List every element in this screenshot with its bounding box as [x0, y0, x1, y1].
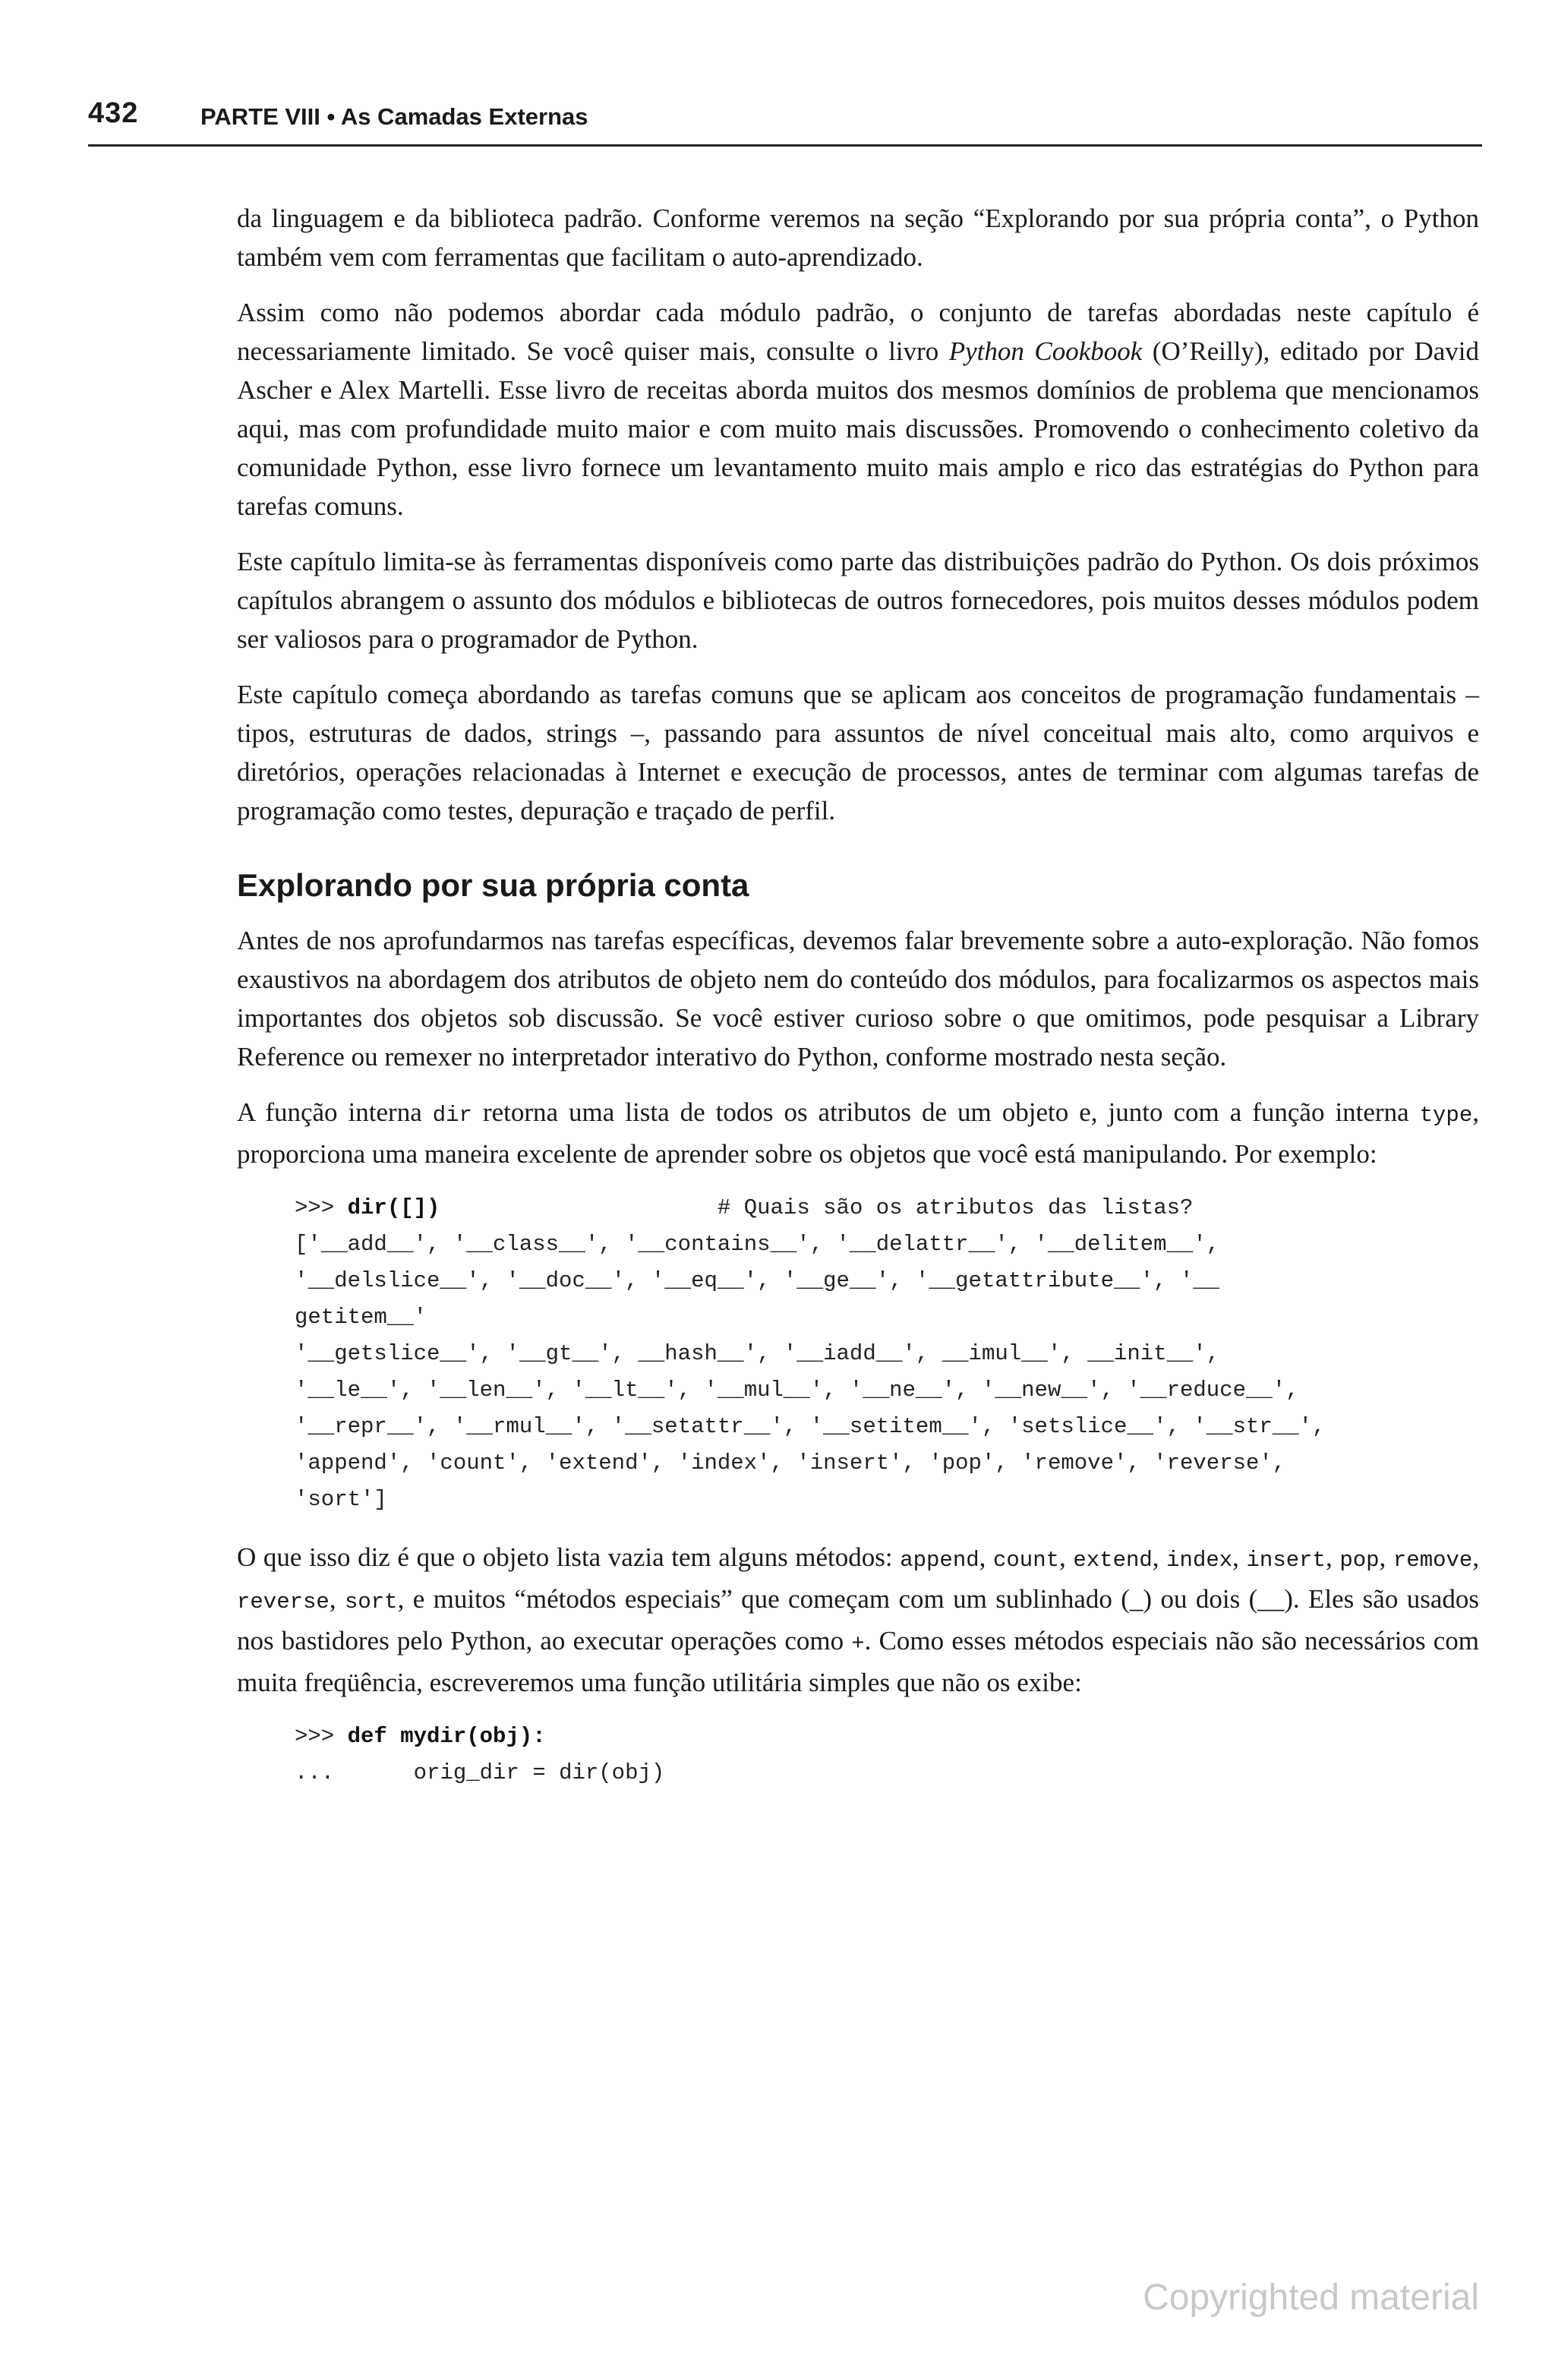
- paragraph-6-text-b: retorna uma lista de todos os atributos de um objeto e, junto com a função interna: [472, 1097, 1420, 1127]
- paragraph-4: Este capítulo começa abordando as tarefas comuns que se aplicam aos conceitos de programação fundamentais – tipos, estruturas de dados, strings –, passando para assuntos de nível conceitual mais alto, como arquivos e diretórios, operações relacionadas à Internet e execução de processos, antes de terminar com algumas tarefas de programação como testes, depuração e traçado de perfil.: [237, 680, 1479, 825]
- running-title: PARTE VIII • As Camadas Externas: [200, 103, 588, 130]
- code-prompt: >>>: [295, 1724, 348, 1749]
- method-remove: remove: [1393, 1548, 1473, 1573]
- inline-code-dir: dir: [432, 1103, 472, 1128]
- code-def-line: def mydir(obj):: [347, 1724, 546, 1749]
- method-count: count: [993, 1548, 1060, 1573]
- paragraph-7-text-b: , e muitos “métodos especiais” que começam com um sublinhado (_) ou dois (__). Eles são usados nos bastidores pelo Python, ao executar operações como: [237, 1584, 1479, 1656]
- code-body-line: orig_dir = dir(obj): [413, 1760, 665, 1785]
- paragraph-6: [237, 1093, 1479, 1173]
- method-extend: extend: [1073, 1548, 1153, 1573]
- book-title: Python Cookbook: [948, 336, 1143, 366]
- paragraph-7-text-a: O que isso diz é que o objeto lista vazia tem alguns métodos:: [237, 1542, 901, 1572]
- method-index: index: [1166, 1548, 1233, 1573]
- section-heading: Explorando por sua própria conta: [237, 867, 749, 903]
- code-prompt: >>>: [295, 1195, 348, 1220]
- method-reverse: reverse: [237, 1589, 330, 1615]
- copyright-watermark: Copyrighted material: [1143, 2277, 1479, 2318]
- paragraph-6-text-c: , proporciona uma maneira excelente de aprender sobre os objetos que você está manipulando. Por exemplo:: [237, 1097, 1479, 1169]
- paragraph-2-text-b: (O’Reilly), editado por David Ascher e Alex Martelli. Esse livro de receitas aborda muitos dos mesmos domínios de problema que mencionamos aqui, mas com profundidade muito maior e com muito mais discussões. Promovendo o conhecimento coletivo da comunidade Python, esse livro fornece um levantamento muito mais amplo e rico das estratégias do Python para tarefas comuns.: [237, 336, 1479, 521]
- paragraph-5: Antes de nos aprofundarmos nas tarefas específicas, devemos falar brevemente sobre a auto-exploração. Não fomos exaustivos na abordagem dos atributos de objeto nem do conteúdo dos módulos, para focalizarmos os aspectos mais importantes dos objetos sob discussão. Se você estiver curioso sobre o que omitimos, pode pesquisar a Library Reference ou remexer no interpretador interativo do Python, conforme mostrado nesta seção.: [237, 926, 1479, 1072]
- paragraph-7: O que isso diz é que o objeto lista vazia tem alguns métodos: append, count, extend, index, insert, pop, remove, reverse, sort, e muitos “métodos especiais” que começam com um sublinhado (_) ou dois (__). Eles são usados nos bastidores pelo Python, ao executar operações como +. Como esses métodos especiais não são necessários com muita freqüência, escreveremos uma função utilitária simples que não os exibe:: [237, 1542, 1480, 1697]
- header-rule: [88, 144, 1482, 147]
- inline-code-type: type: [1419, 1103, 1473, 1128]
- page-number: 432: [88, 97, 139, 129]
- paragraph-2: [237, 293, 1479, 526]
- code-comment: # Quais são os atributos das listas?: [717, 1195, 1194, 1220]
- method-sort: sort: [344, 1589, 398, 1615]
- method-append: append: [900, 1548, 979, 1573]
- code-block-dir: [295, 1190, 1479, 1518]
- method-pop: pop: [1339, 1548, 1380, 1573]
- paragraph-3: Este capítulo limita-se às ferramentas disponíveis como parte das distribuições padrão do Python. Os dois próximos capítulos abrangem o assunto dos módulos e bibliotecas de outros fornecedores, pois muitos desses módulos podem ser valiosos para o programador de Python.: [237, 547, 1479, 654]
- page-body: [237, 199, 1479, 1811]
- paragraph-2-text-a: Assim como não podemos abordar cada módulo padrão, o conjunto de tarefas abordadas neste capítulo é necessariamente limitado. Se você quiser mais, consulte o livro: [237, 298, 1479, 366]
- paragraph-7-text-c: . Como esses métodos especiais não são necessários com muita freqüência, escreveremos uma função utilitária simples que não os exibe:: [237, 1626, 1479, 1697]
- code-output: ['__add__', '__class__', '__contains__', '__delattr__', '__delitem__', '__delslice__', '__doc__', '__eq__', '__ge__', '__getattribute__', '__ getitem__' '__getslice__', '__gt__', __hash__', '__iadd__', __imul__', __init__', '__le__', '__len__', '__lt__', '__mul__', '__ne__', '__new__', '__reduce__', '__repr__', '__rmul__', '__setattr__', '__setitem__', 'setslice__', '__str__', 'append', 'count', 'extend', 'index', 'insert', 'pop', 'remove', 'reverse', 'sort']: [295, 1232, 1326, 1512]
- paragraph-1: da linguagem e da biblioteca padrão. Conforme veremos na seção “Explorando por sua própria conta”, o Python também vem com ferramentas que facilitam o auto-aprendizado.: [237, 204, 1479, 272]
- code-block-mydir: [295, 1719, 1479, 1791]
- code-continuation-prompt: ...: [295, 1760, 414, 1785]
- paragraph-6-text-a: A função interna: [237, 1097, 433, 1127]
- method-insert: insert: [1246, 1548, 1326, 1573]
- code-command: dir([]): [347, 1195, 440, 1220]
- running-header: [88, 97, 1482, 143]
- inline-code-plus: +: [851, 1631, 865, 1656]
